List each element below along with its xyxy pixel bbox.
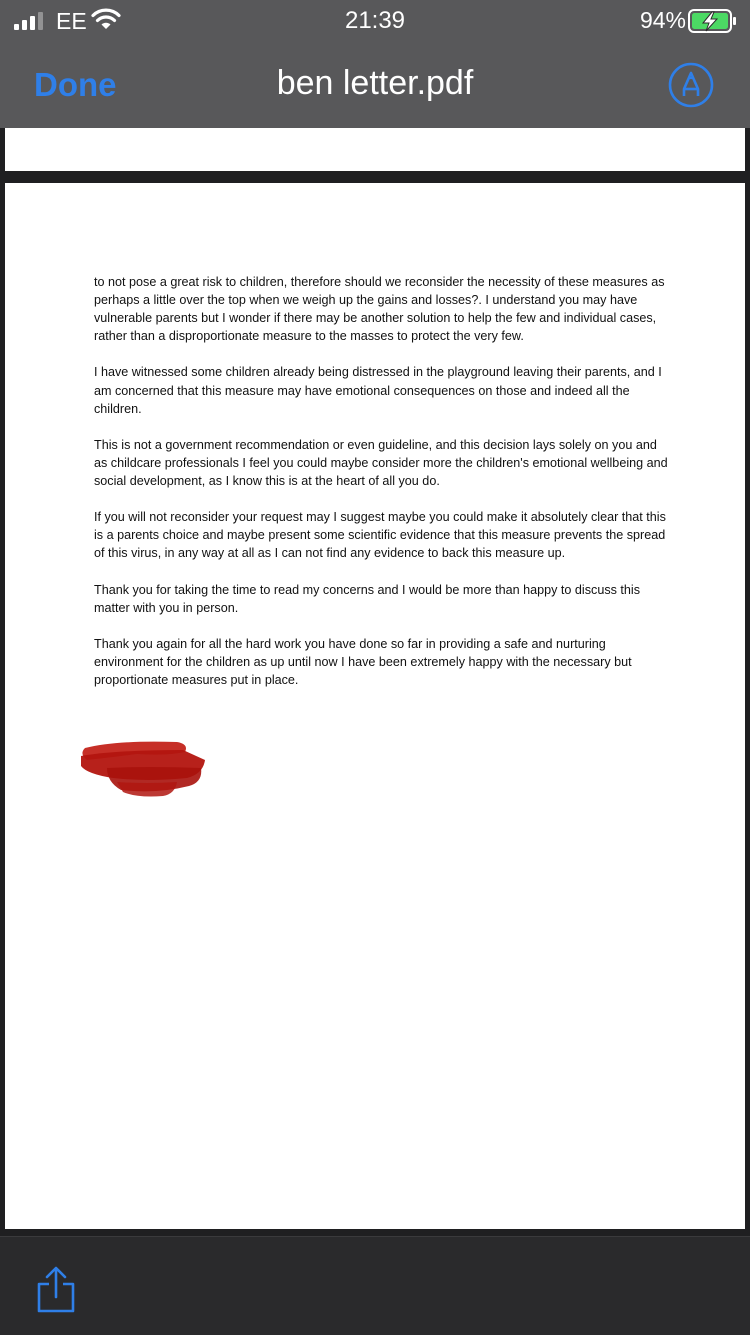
markup-button[interactable] <box>668 62 714 108</box>
battery-charging-icon <box>688 9 738 33</box>
letter-paragraph: I have witnessed some children already being distressed in the playground leaving their parents, and I am concerned that this measure may have emotional consequences on those and indeed all the children. <box>94 365 662 416</box>
nav-bar <box>0 40 750 128</box>
bottom-toolbar <box>0 1236 750 1335</box>
carrier-label: EE <box>56 8 87 34</box>
letter-paragraph: to not pose a great risk to children, therefore should we reconsider the necessity of these measures as perhaps a little over the top when we weigh up the gains and losses?. I understand you may have vulnerable parents but I wonder if there may be another solution to help the few and individual cases, rather than a disproportionate measure to the masses to protect the very few. <box>94 275 665 344</box>
top-bar <box>0 0 750 128</box>
pdf-page <box>5 183 745 1229</box>
letter-paragraph: Thank you for taking the time to read my concerns and I would be more than happy to discuss this matter with you in person. <box>94 582 641 615</box>
previous-page <box>5 128 745 171</box>
letter-paragraph: This is not a government recommendation or even guideline, and this decision lays solely on you and as childcare professionals I feel you could maybe consider more the children's emotional wellbeing and social development, as I know this is at the heart of all you do. <box>94 437 668 489</box>
share-icon <box>34 1265 78 1315</box>
markup-pen-circle-icon <box>668 62 714 108</box>
pdf-viewer[interactable] <box>0 128 750 1236</box>
redaction-mark <box>77 738 207 802</box>
status-bar <box>0 0 750 40</box>
letter-paragraph: Thank you again for all the hard work you have done so far in providing a safe and nurturing environment for the children as up until now I have been extremely happy with the necessary but proportionate measures put in place. <box>94 636 632 688</box>
battery-percent: 94% <box>639 7 686 33</box>
share-button[interactable] <box>34 1265 78 1315</box>
done-button[interactable]: Done <box>34 66 117 103</box>
document-title: ben letter.pdf <box>276 64 474 102</box>
clock: 21:39 <box>344 7 406 34</box>
letter-paragraph: If you will not reconsider your request may I suggest maybe you could make it absolutely clear that this is a parents choice and maybe present some scientific evidence that this measure prevents the spread of this virus, in any way at all as I can not find any evidence to back this measure up. <box>94 510 666 561</box>
letter-body <box>94 273 669 707</box>
